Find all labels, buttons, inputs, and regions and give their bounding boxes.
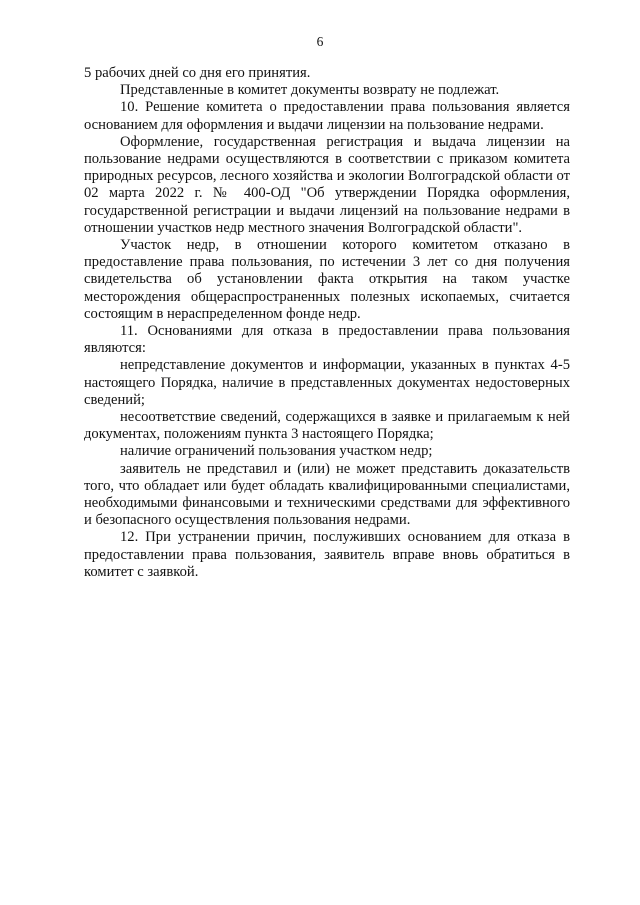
document-body	[84, 65, 570, 581]
paragraph-license-registration: Оформление, государственная регистрация и выдача лицензии на пользование недрами осуществляются в соответствии с приказом комитета природных ресурсов, лесного хозяйства и экологии Волгоградской области от 02 марта 2022 г. № 400-ОД "Об утверждении Порядка оформления, государственной регистрации и выдачи лицензий на пользование недрами в отношении участков недр местного значения Волгоградской области".	[84, 133, 570, 236]
paragraph-clause-12: 12. При устранении причин, послуживших основанием для отказа в предоставлении права пользования, заявитель вправе вновь обратиться в комитет с заявкой.	[84, 529, 570, 580]
paragraph-unallocated-subsoil: Участок недр, в отношении которого комитетом отказано в предоставление права пользования, по истечении 3 лет со дня получения свидетельства об установлении факта открытия на таком участке месторождения общераспространенных полезных ископаемых, считается состоящим в нераспределенном фонде недр.	[84, 237, 570, 322]
paragraph-refusal-reason-2: несоответствие сведений, содержащихся в заявке и прилагаемым к ней документах, положениям пункта 3 настоящего Порядка;	[84, 409, 570, 443]
paragraph-documents-not-returned: Представленные в комитет документы возврату не подлежат.	[120, 82, 500, 99]
paragraph-clause-11: 11. Основаниями для отказа в предоставлении права пользования являются:	[84, 323, 570, 357]
page-number: 6	[316, 34, 324, 49]
paragraph-refusal-reason-3: наличие ограничений пользования участком недр;	[120, 443, 433, 460]
paragraph-continuation: 5 рабочих дней со дня его принятия.	[84, 65, 311, 81]
paragraph-refusal-reason-4: заявитель не представил и (или) не может представить доказательств того, что обладает или будет обладать квалифицированными специалистами, необходимыми финансовыми и техническими средствами для эффективного и безопасного осуществления пользования недрами.	[84, 460, 570, 529]
paragraph-clause-10: 10. Решение комитета о предоставлении права пользования является основанием для оформления и выдачи лицензии на пользование недрами.	[84, 99, 570, 133]
paragraph-refusal-reason-1: непредставление документов и информации, указанных в пунктах 4-5 настоящего Порядка, наличие в представленных документах недостоверных сведений;	[84, 357, 570, 408]
